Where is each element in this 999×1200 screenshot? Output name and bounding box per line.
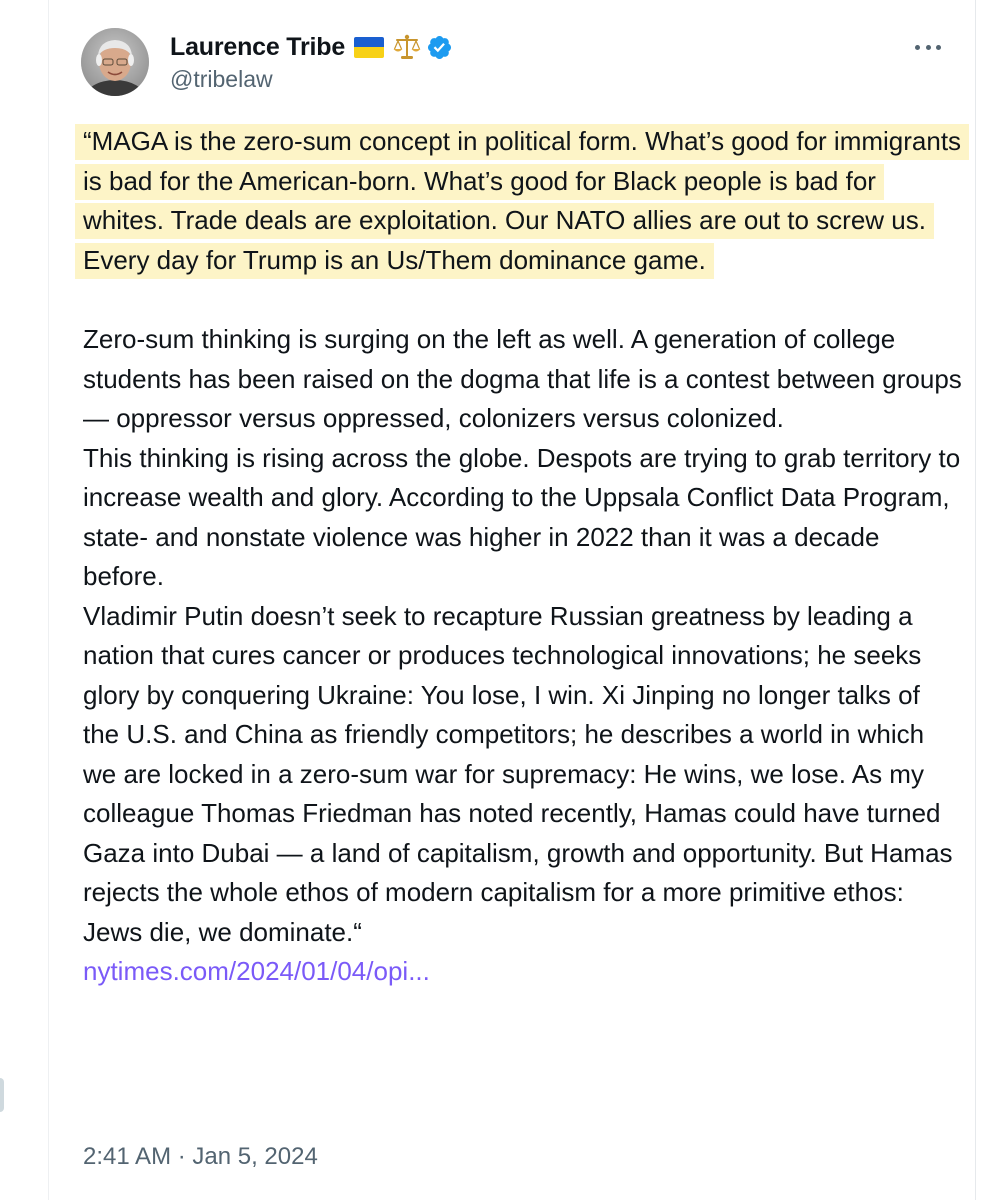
tweet-paragraph: Vladimir Putin doesn’t seek to recapture Russian greatness by leading a nation that cures cancer or produces technological innovations; he seeks glory by conquering Ukraine: You lose, I win. Xi Jinping no longer talks of the U.S. and China as friendly competitors; he describes a world in which we are locked in a zero-sum war for supremacy: He wins, we lose. As my colleague Thomas Friedman has noted recently, Hamas could have turned Gaza into Dubai — a land of capitalism, growth and opportunity. But Hamas rejects the whole ethos of modern capitalism for a more primitive ethos: Jews die, we dominate.“ xyxy=(83,600,953,947)
tweet-paragraph: This thinking is rising across the globe. Despots are trying to grab territory to increase wealth and glory. According to the Uppsala Conflict Data Program, state- and nonstate violence was higher in 2022 than it was a decade before. xyxy=(83,442,961,591)
tweet-timestamp[interactable]: 2:41 AM · Jan 5, 2024 xyxy=(83,1143,318,1170)
highlighted-quote: “MAGA is the zero-sum concept in political form. What’s good for immigrants is bad for the American-born. What’s good for Black people is bad for whites. Trade deals are exploitation. Our NATO allies are out to screw us. Every day for Trump is an Us/Them dominance game. xyxy=(75,124,969,279)
more-options-icon[interactable] xyxy=(911,36,945,58)
right-border xyxy=(975,0,976,1200)
avatar[interactable] xyxy=(81,28,149,96)
ukraine-flag-icon xyxy=(354,37,384,58)
author-handle[interactable]: @tribelaw xyxy=(170,66,273,92)
balance-scale-icon xyxy=(392,33,422,61)
tweet-paragraph: Zero-sum thinking is surging on the left as well. A generation of college students has been raised on the dogma that life is a contest between groups — oppressor versus oppressed, colonizers versus colonized. xyxy=(83,324,962,433)
verified-badge-icon[interactable] xyxy=(426,34,453,61)
tweet-text xyxy=(83,122,963,992)
edge-handle xyxy=(0,1078,4,1112)
author-name-row xyxy=(170,30,453,64)
display-name[interactable]: Laurence Tribe xyxy=(170,32,346,61)
article-link[interactable]: nytimes.com/2024/01/04/opi... xyxy=(83,956,430,986)
tweet xyxy=(49,0,975,1200)
